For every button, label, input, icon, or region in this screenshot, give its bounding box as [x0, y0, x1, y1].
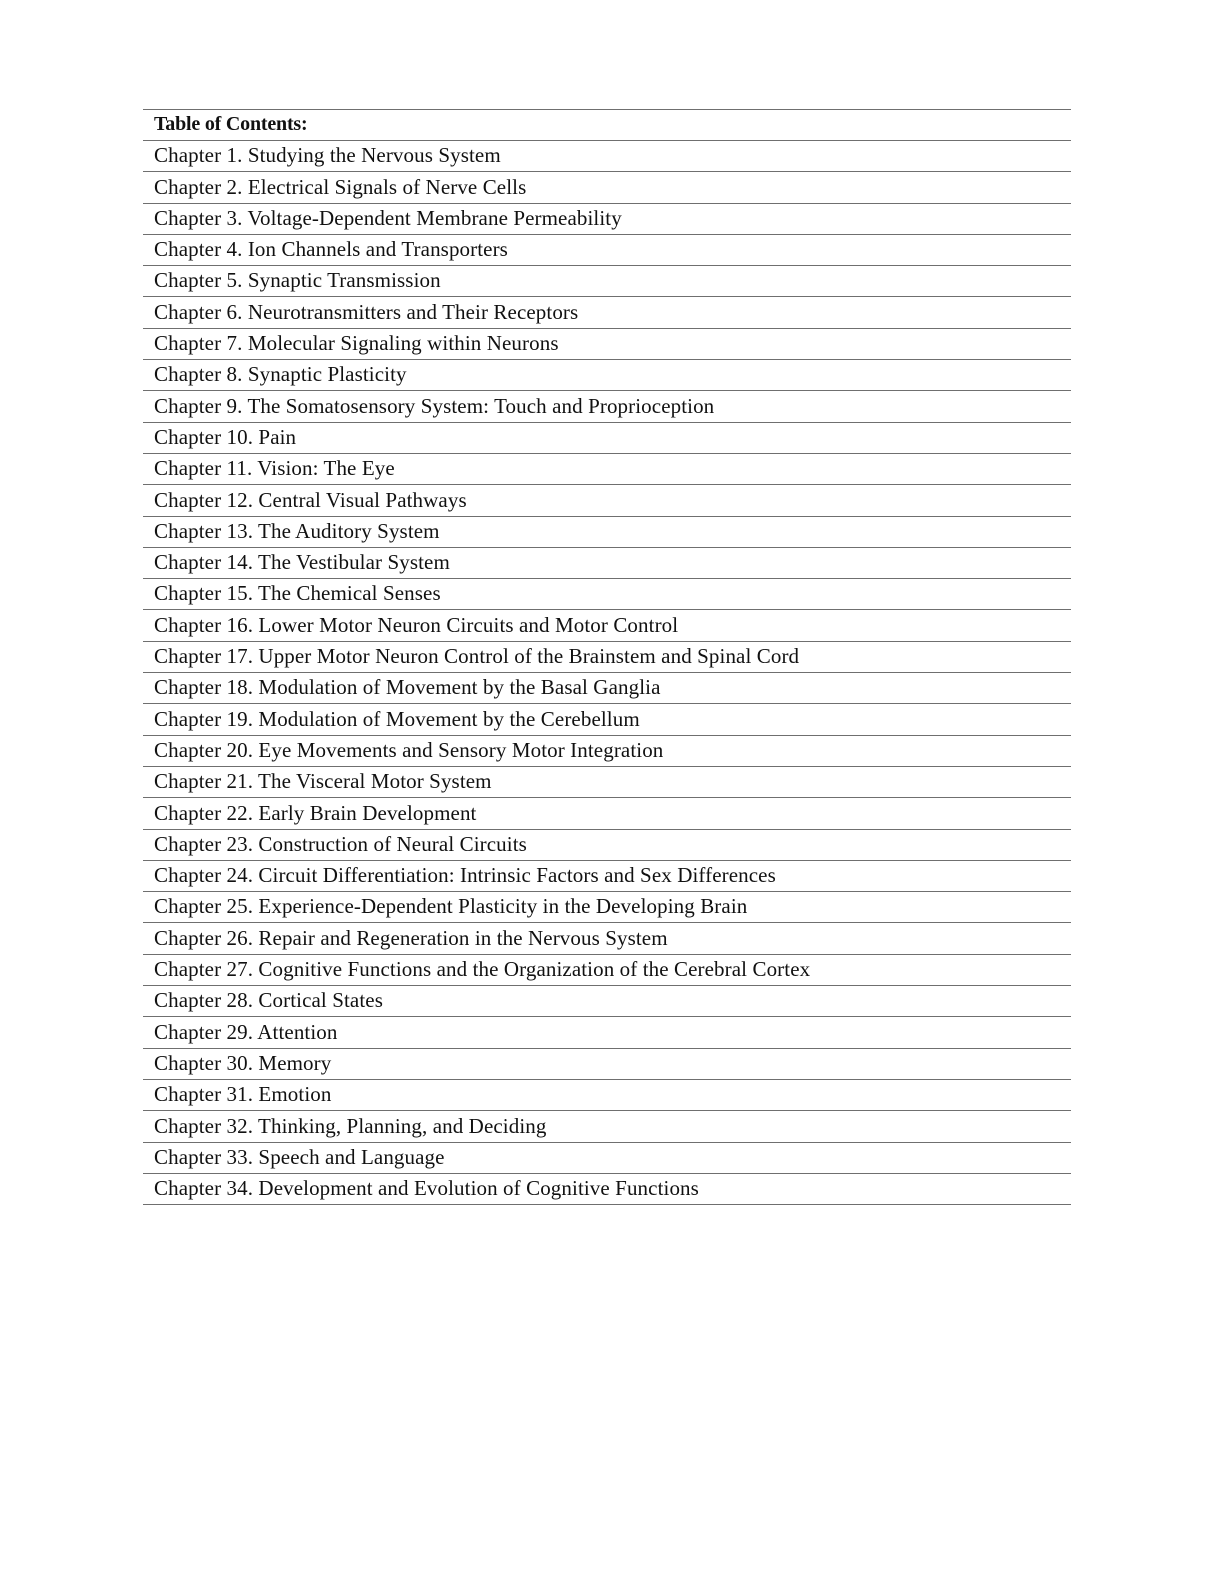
chapter-row: Chapter 2. Electrical Signals of Nerve Cells: [143, 172, 1071, 203]
chapter-row: Chapter 22. Early Brain Development: [143, 798, 1071, 829]
chapter-row: Chapter 3. Voltage-Dependent Membrane Permeability: [143, 204, 1071, 235]
chapter-row: Chapter 8. Synaptic Plasticity: [143, 360, 1071, 391]
chapter-list: [143, 141, 1071, 1205]
chapter-row: Chapter 14. The Vestibular System: [143, 548, 1071, 579]
chapter-row: Chapter 9. The Somatosensory System: Touch and Proprioception: [143, 391, 1071, 422]
chapter-row: Chapter 1. Studying the Nervous System: [143, 141, 1071, 172]
chapter-row: Chapter 10. Pain: [143, 423, 1071, 454]
chapter-row: Chapter 27. Cognitive Functions and the Organization of the Cerebral Cortex: [143, 955, 1071, 986]
chapter-row: Chapter 6. Neurotransmitters and Their Receptors: [143, 297, 1071, 328]
chapter-row: Chapter 24. Circuit Differentiation: Intrinsic Factors and Sex Differences: [143, 861, 1071, 892]
chapter-row: Chapter 17. Upper Motor Neuron Control of the Brainstem and Spinal Cord: [143, 642, 1071, 673]
chapter-row: Chapter 21. The Visceral Motor System: [143, 767, 1071, 798]
toc-heading: Table of Contents:: [143, 110, 1071, 141]
chapter-row: Chapter 20. Eye Movements and Sensory Motor Integration: [143, 736, 1071, 767]
chapter-row: Chapter 25. Experience-Dependent Plasticity in the Developing Brain: [143, 892, 1071, 923]
chapter-row: Chapter 16. Lower Motor Neuron Circuits and Motor Control: [143, 610, 1071, 641]
chapter-row: Chapter 26. Repair and Regeneration in the Nervous System: [143, 923, 1071, 954]
chapter-row: Chapter 30. Memory: [143, 1049, 1071, 1080]
chapter-row: Chapter 33. Speech and Language: [143, 1143, 1071, 1174]
table-of-contents: [143, 109, 1071, 1205]
chapter-row: Chapter 32. Thinking, Planning, and Deciding: [143, 1111, 1071, 1142]
chapter-row: Chapter 29. Attention: [143, 1017, 1071, 1048]
chapter-row: Chapter 28. Cortical States: [143, 986, 1071, 1017]
chapter-row: Chapter 4. Ion Channels and Transporters: [143, 235, 1071, 266]
chapter-row: Chapter 11. Vision: The Eye: [143, 454, 1071, 485]
chapter-row: Chapter 18. Modulation of Movement by the Basal Ganglia: [143, 673, 1071, 704]
chapter-row: Chapter 15. The Chemical Senses: [143, 579, 1071, 610]
chapter-row: Chapter 34. Development and Evolution of Cognitive Functions: [143, 1174, 1071, 1205]
chapter-row: Chapter 12. Central Visual Pathways: [143, 485, 1071, 516]
chapter-row: Chapter 5. Synaptic Transmission: [143, 266, 1071, 297]
chapter-row: Chapter 31. Emotion: [143, 1080, 1071, 1111]
chapter-row: Chapter 23. Construction of Neural Circuits: [143, 830, 1071, 861]
chapter-row: Chapter 7. Molecular Signaling within Neurons: [143, 329, 1071, 360]
chapter-row: Chapter 19. Modulation of Movement by the Cerebellum: [143, 704, 1071, 735]
chapter-row: Chapter 13. The Auditory System: [143, 517, 1071, 548]
